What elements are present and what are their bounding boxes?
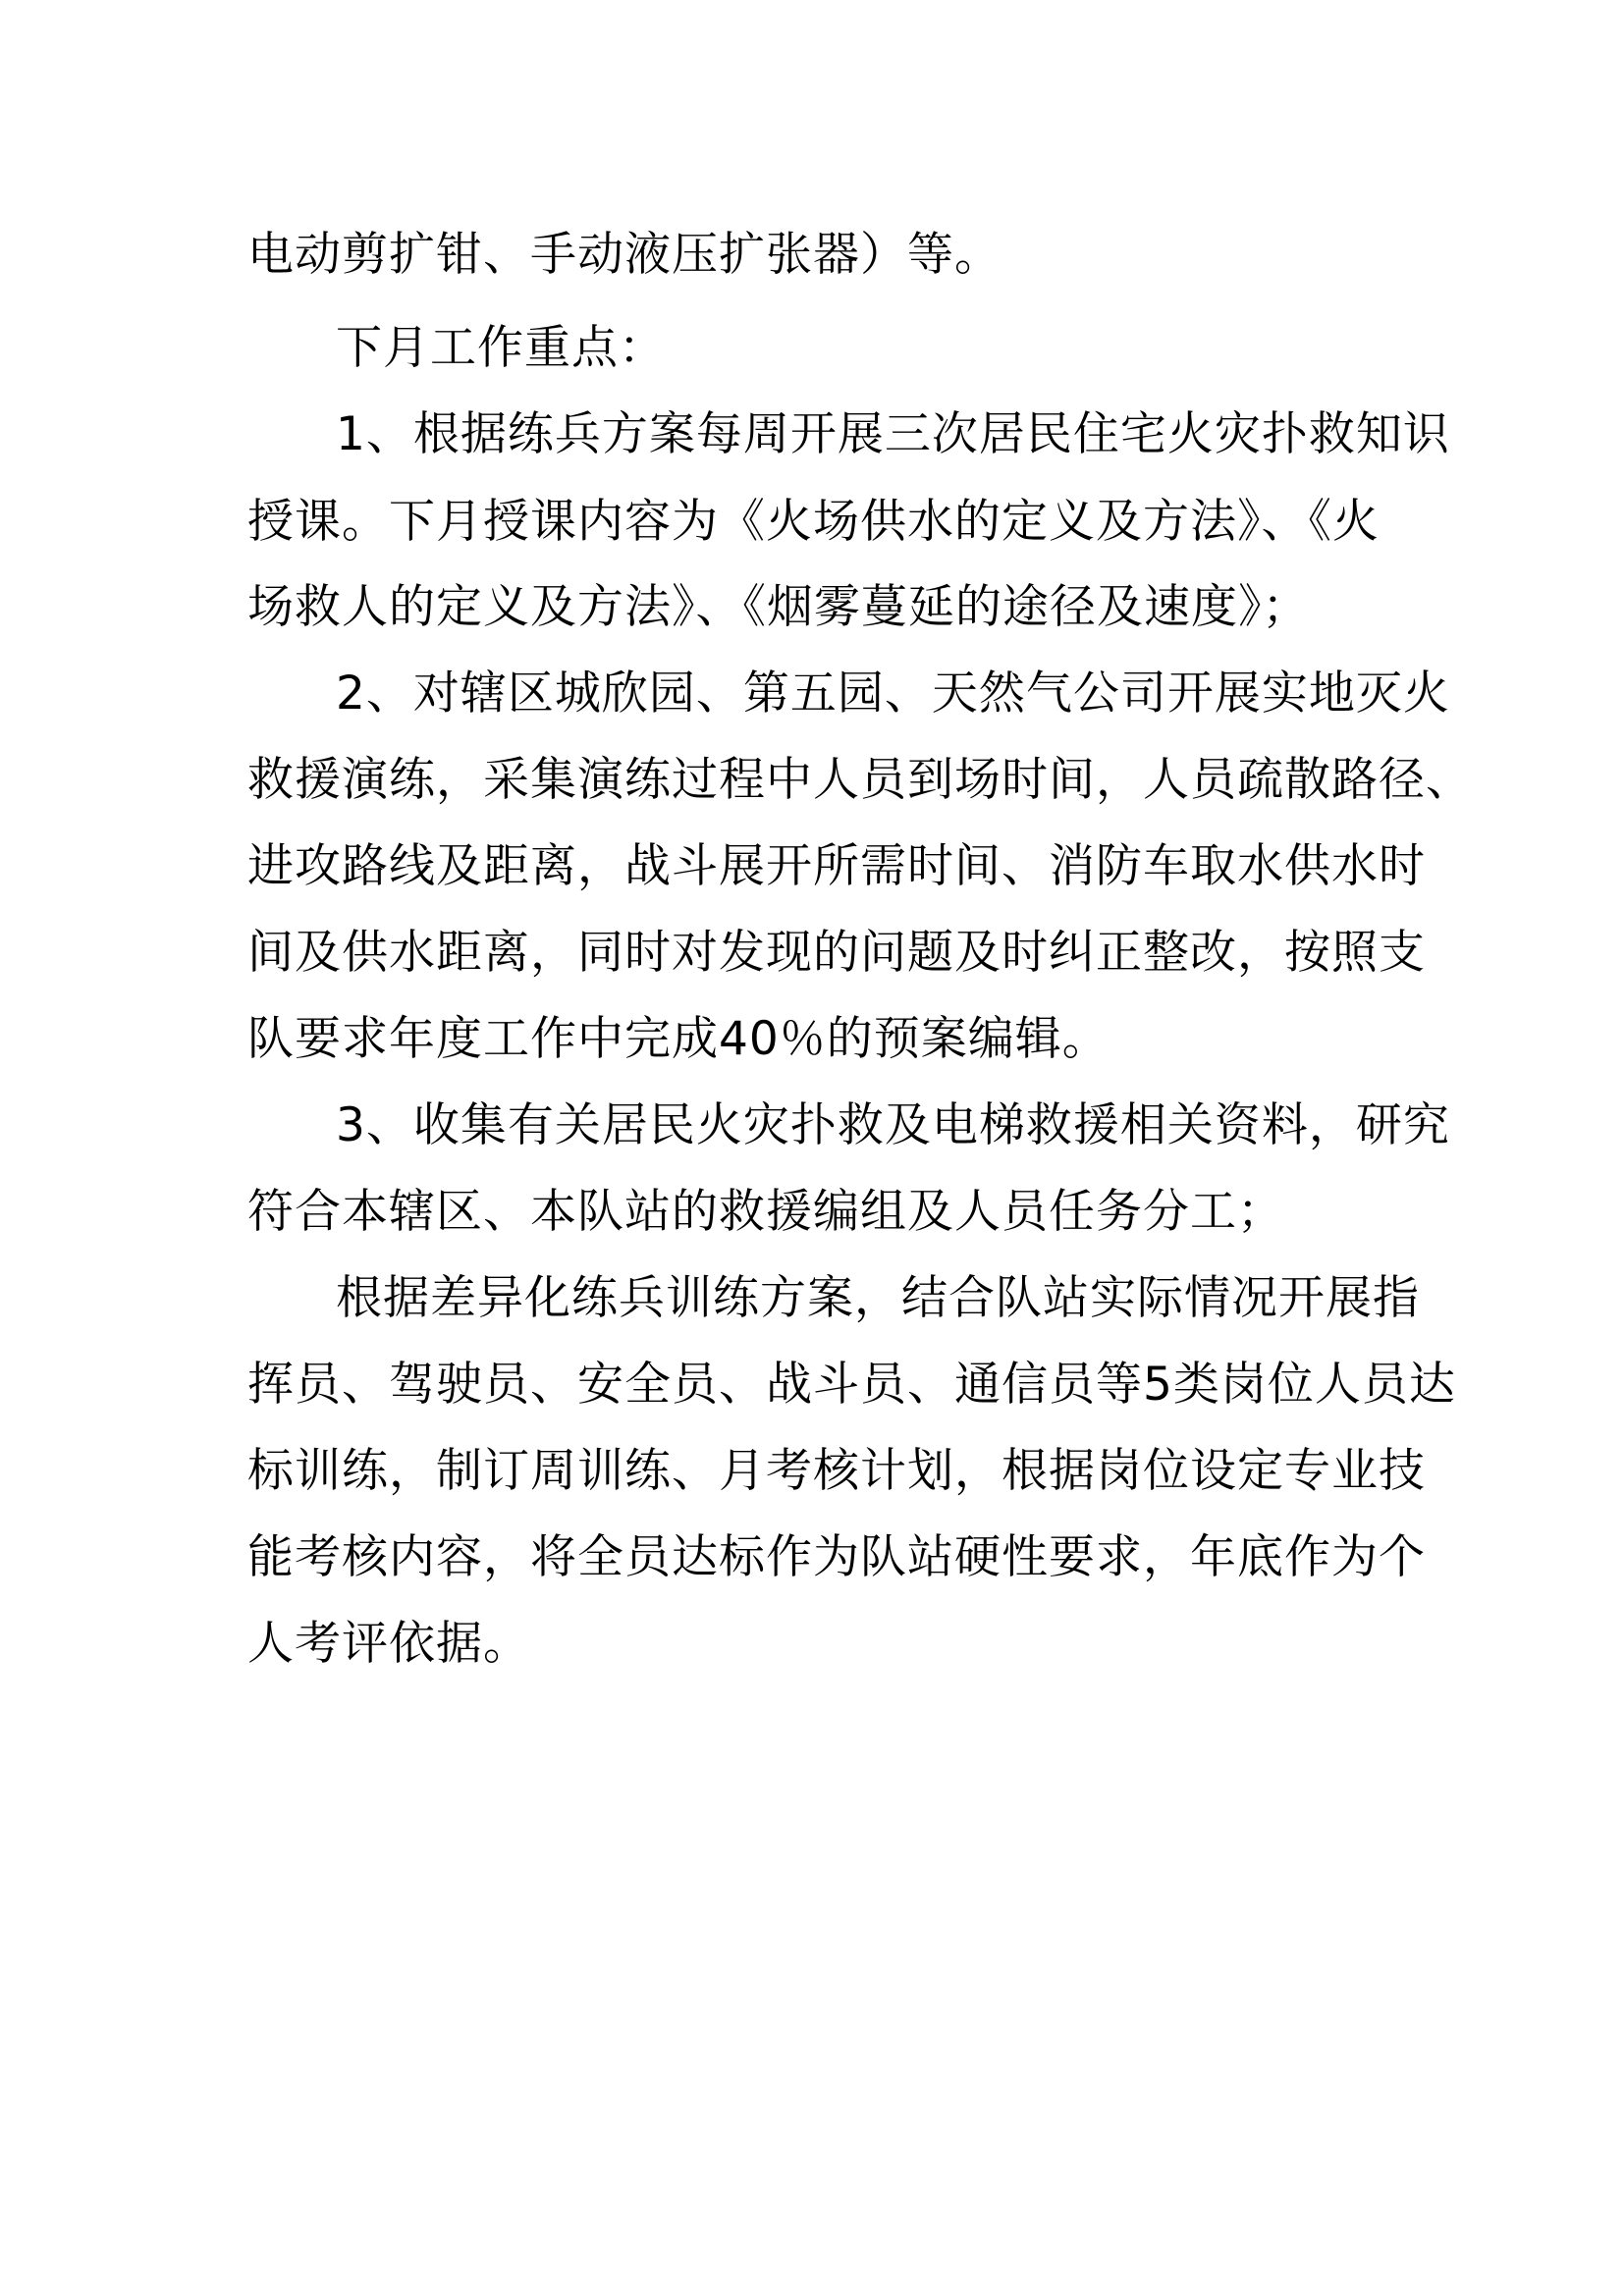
text-line: 根据差异化练兵训练方案，结合队站实际情况开展指: [336, 1271, 1420, 1325]
text-line: 人考评依据。: [247, 1617, 530, 1671]
text-line: 3、收集有关居民火灾扑救及电梯救援相关资料，研究: [336, 1098, 1450, 1152]
text-line: 符合本辖区、本队站的救援编组及人员任务分工；: [247, 1185, 1284, 1239]
text-line: 标训练，制订周训练、月考核计划，根据岗位设定专业技: [247, 1444, 1426, 1498]
text-line: 间及供水距离，同时对发现的问题及时纠正整改，按照支: [247, 926, 1426, 980]
text-line: 救援演练，采集演练过程中人员到场时间，人员疏散路径、: [247, 753, 1473, 807]
text-line: 2、对辖区城欣园、第五园、天然气公司开展实地灭火: [336, 667, 1450, 721]
text-line: 能考核内容，将全员达标作为队站硬性要求，年底作为个: [247, 1530, 1426, 1584]
text-line: 电动剪扩钳、手动液压扩张器）等。: [247, 228, 1001, 282]
text-line: 进攻路线及距离，战斗展开所需时间、消防车取水供水时: [247, 839, 1426, 893]
text-line: 授课。下月授课内容为《火场供水的定义及方法》、《火: [247, 495, 1380, 549]
text-line: 场救人的定义及方法》、《烟雾蔓延的途径及速度》；: [247, 580, 1310, 634]
section-heading: 下月工作重点：: [336, 321, 666, 375]
text-line: 挥员、驾驶员、安全员、战斗员、通信员等5类岗位人员达: [247, 1358, 1456, 1412]
text-line: 队要求年度工作中完成40％的预案编辑。: [247, 1012, 1110, 1066]
text-line: 1、根据练兵方案每周开展三次居民住宅火灾扑救知识: [336, 407, 1450, 461]
